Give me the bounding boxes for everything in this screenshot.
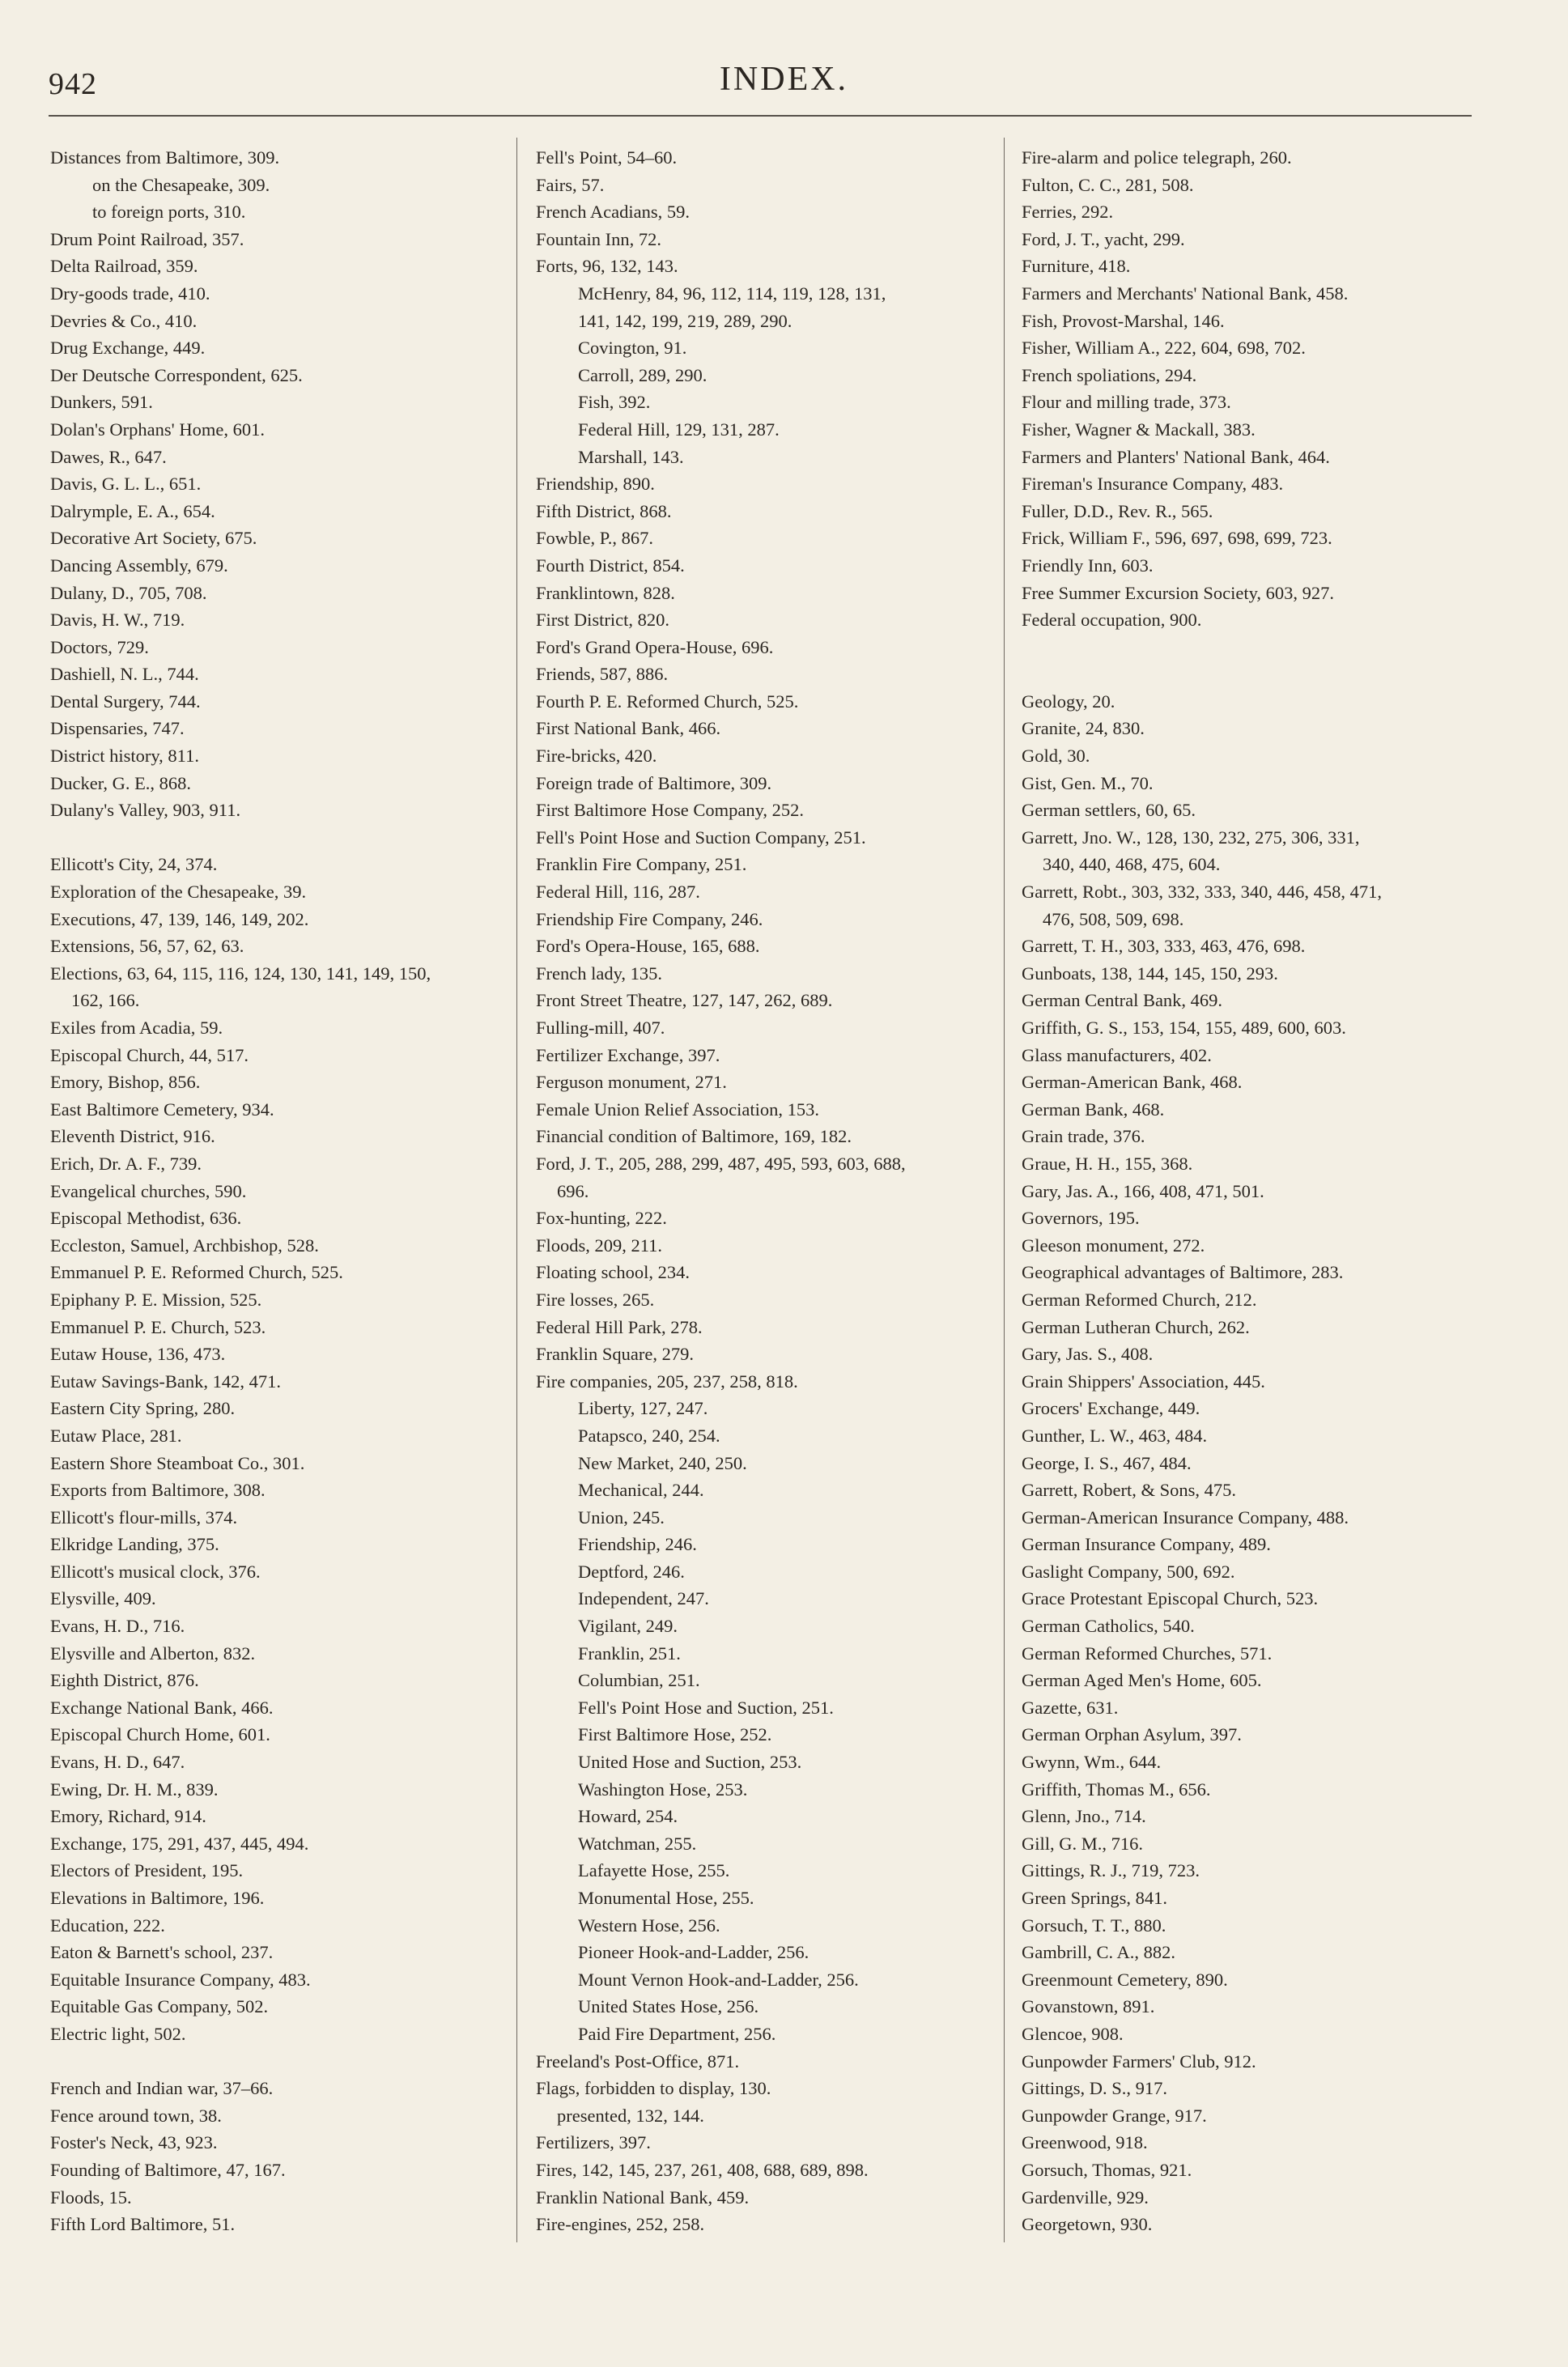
index-entry: Gorsuch, Thomas, 921. [1022,2159,1192,2180]
index-entry: Fertilizers, 397. [536,2132,651,2153]
index-entry: Fowble, P., 867. [536,528,654,549]
index-entry: Elysville and Alberton, 832. [50,1642,256,1664]
index-entry: Emmanuel P. E. Reformed Church, 525. [50,1262,343,1283]
index-entry: Gittings, R. J., 719, 723. [1022,1860,1200,1881]
index-entry: German Central Bank, 469. [1022,990,1223,1011]
index-entry: Fertilizer Exchange, 397. [536,1044,720,1065]
index-entry: Ellicott's flour-mills, 374. [50,1506,238,1528]
index-entry: Eastern Shore Steamboat Co., 301. [50,1452,305,1473]
index-entry: German Reformed Church, 212. [1022,1289,1257,1310]
index-entry: George, I. S., 467, 484. [1022,1452,1192,1473]
index-entry: Episcopal Methodist, 636. [50,1208,242,1229]
index-entry: Fourth P. E. Reformed Church, 525. [536,691,799,712]
index-entry: Garrett, T. H., 303, 333, 463, 476, 698. [1022,936,1306,957]
index-entry: German Insurance Company, 489. [1022,1534,1271,1555]
column-divider [1004,138,1005,2242]
index-entry: East Baltimore Cemetery, 934. [50,1099,274,1120]
index-entry: Eutaw Place, 281. [50,1425,182,1446]
index-entry: Doctors, 729. [50,636,149,657]
index-entry: Ford, J. T., 205, 288, 299, 487, 495, 593, 603, 688, [536,1153,906,1174]
index-entry: Front Street Theatre, 127, 147, 262, 689. [536,990,833,1011]
index-entry: Fuller, D.D., Rev. R., 565. [1022,500,1213,521]
index-entry: Govanstown, 891. [1022,1996,1155,2017]
index-entry: Gleeson monument, 272. [1022,1234,1205,1256]
index-entry: Dry-goods trade, 410. [50,283,210,304]
index-entry: Elkridge Landing, 375. [50,1534,219,1555]
index-subentry: Marshall, 143. [578,446,684,467]
index-entry: Education, 222. [50,1914,165,1936]
index-entry: Der Deutsche Correspondent, 625. [50,364,303,385]
index-subentry: Independent, 247. [578,1588,709,1609]
index-entry: Gambrill, C. A., 882. [1022,1942,1175,1963]
index-entry: Federal occupation, 900. [1022,610,1202,631]
index-entry: 476, 508, 509, 698. [1043,908,1184,929]
index-entry: Ford, J. T., yacht, 299. [1022,228,1185,249]
index-entry: Flour and milling trade, 373. [1022,392,1231,413]
index-entry: Fireman's Insurance Company, 483. [1022,474,1284,495]
index-subentry: Covington, 91. [578,338,687,359]
index-entry: Grocers' Exchange, 449. [1022,1398,1200,1419]
index-entry: Electors of President, 195. [50,1860,244,1881]
index-subentry: Mount Vernon Hook-and-Ladder, 256. [578,1969,859,1990]
index-entry: Gunboats, 138, 144, 145, 150, 293. [1022,963,1278,984]
index-entry: Fell's Point, 54–60. [536,147,678,168]
index-entry: Episcopal Church Home, 601. [50,1724,270,1745]
index-entry: Emmanuel P. E. Church, 523. [50,1316,266,1337]
index-entry: Eastern City Spring, 280. [50,1398,236,1419]
index-entry: Exports from Baltimore, 308. [50,1480,266,1501]
index-entry: Delta Railroad, 359. [50,256,198,277]
index-entry: Flags, forbidden to display, 130. [536,2078,771,2099]
index-entry: Garrett, Jno. W., 128, 130, 232, 275, 306, 331, [1022,827,1360,848]
index-entry: Governors, 195. [1022,1208,1140,1229]
index-entry: Farmers and Merchants' National Bank, 458. [1022,283,1349,304]
index-entry: Freeland's Post-Office, 871. [536,2050,740,2072]
index-subentry: Union, 245. [578,1506,665,1528]
index-entry: Evangelical churches, 590. [50,1180,247,1201]
index-entry: Green Springs, 841. [1022,1888,1167,1908]
index-entry: Fifth Lord Baltimore, 51. [50,2214,236,2235]
index-entry: Exchange, 175, 291, 437, 445, 494. [50,1833,309,1854]
index-subentry: Fell's Point Hose and Suction, 251. [578,1697,834,1718]
index-subentry: Friendship, 246. [578,1534,697,1555]
index-entry: Dawes, R., 647. [50,446,167,467]
index-entry: Decorative Art Society, 675. [50,528,257,549]
index-entry: First National Bank, 466. [536,718,721,739]
index-entry: Griffith, G. S., 153, 154, 155, 489, 600, 603. [1022,1018,1346,1038]
index-entry: Fulling-mill, 407. [536,1018,665,1038]
index-entry: Equitable Insurance Company, 483. [50,1969,311,1990]
index-entry: Ducker, G. E., 868. [50,772,192,793]
index-entry: Geographical advantages of Baltimore, 283. [1022,1262,1344,1283]
index-entry: Glenn, Jno., 714. [1022,1806,1146,1827]
index-entry: Frick, William F., 596, 697, 698, 699, 723. [1022,528,1332,549]
index-column-right [1022,144,1475,2238]
index-entry: German Orphan Asylum, 397. [1022,1724,1242,1745]
index-subentry: United Hose and Suction, 253. [578,1752,802,1773]
index-entry: Fisher, William A., 222, 604, 698, 702. [1022,338,1306,359]
index-entry: Fulton, C. C., 281, 508. [1022,174,1194,195]
index-entry: Devries & Co., 410. [50,310,198,331]
index-entry: Dental Surgery, 744. [50,691,201,712]
index-subentry: Carroll, 289, 290. [578,364,708,385]
index-entry: Gunpowder Grange, 917. [1022,2105,1207,2126]
index-entry: Ford's Opera-House, 165, 688. [536,936,760,957]
index-entry: German Lutheran Church, 262. [1022,1316,1250,1337]
index-subentry: Vigilant, 249. [578,1616,678,1637]
index-entry: Gunther, L. W., 463, 484. [1022,1425,1208,1446]
index-entry: Glencoe, 908. [1022,2023,1124,2044]
index-entry: Fish, Provost-Marshal, 146. [1022,310,1225,331]
index-entry: Emory, Bishop, 856. [50,1072,201,1093]
index-entry: Griffith, Thomas M., 656. [1022,1778,1211,1800]
index-entry: Gunpowder Farmers' Club, 912. [1022,2050,1256,2072]
index-entry: Elections, 63, 64, 115, 116, 124, 130, 141, 149, 150, [50,963,431,984]
index-entry: District history, 811. [50,746,199,767]
index-entry: Forts, 96, 132, 143. [536,256,678,277]
index-entry: Gary, Jas. S., 408. [1022,1344,1154,1365]
index-entry: First Baltimore Hose Company, 252. [536,800,805,821]
index-entry: Grace Protestant Episcopal Church, 523. [1022,1588,1319,1609]
index-entry: Fire companies, 205, 237, 258, 818. [536,1370,798,1392]
index-entry: Graue, H. H., 155, 368. [1022,1153,1193,1174]
index-entry: Floods, 209, 211. [536,1234,663,1256]
index-entry: Eaton & Barnett's school, 237. [50,1942,274,1963]
index-entry: Grain trade, 376. [1022,1126,1145,1147]
index-subentry: Monumental Hose, 255. [578,1888,754,1908]
index-entry: Gardenville, 929. [1022,2186,1149,2208]
index-entry: Fire-bricks, 420. [536,746,657,767]
index-entry: Furniture, 418. [1022,256,1131,277]
index-entry: Dolan's Orphans' Home, 601. [50,419,265,440]
index-entry: Geology, 20. [1022,691,1115,712]
index-entry: French spoliations, 294. [1022,364,1197,385]
index-entry: Electric light, 502. [50,2023,186,2044]
index-entry: Exiles from Acadia, 59. [50,1018,223,1038]
index-entry: Franklintown, 828. [536,582,675,603]
index-entry: Gorsuch, T. T., 880. [1022,1914,1166,1936]
index-entry: Dulany's Valley, 903, 911. [50,800,241,821]
index-subentry: Paid Fire Department, 256. [578,2023,776,2044]
index-entry: Eccleston, Samuel, Archbishop, 528. [50,1234,319,1256]
index-subentry: on the Chesapeake, 309. [92,174,270,195]
index-entry: Equitable Gas Company, 502. [50,1996,269,2017]
index-entry: Dashiell, N. L., 744. [50,664,199,685]
index-subentry: Liberty, 127, 247. [578,1398,708,1419]
index-subentry: Western Hose, 256. [578,1914,720,1936]
index-entry: Farmers and Planters' National Bank, 464. [1022,446,1330,467]
index-column-left [50,144,504,2238]
index-subentry: Federal Hill, 129, 131, 287. [578,419,780,440]
index-entry: German Catholics, 540. [1022,1616,1195,1637]
index-entry: Free Summer Excursion Society, 603, 927. [1022,582,1334,603]
index-entry: Glass manufacturers, 402. [1022,1044,1212,1065]
index-entry: Greenwood, 918. [1022,2132,1148,2153]
index-subentry: Washington Hose, 253. [578,1778,748,1800]
index-entry: Granite, 24, 830. [1022,718,1145,739]
index-entry: Fox-hunting, 222. [536,1208,667,1229]
section-gap [1022,661,1475,688]
index-entry: Fires, 142, 145, 237, 261, 408, 688, 689, 898. [536,2159,869,2180]
index-entry: German settlers, 60, 65. [1022,800,1196,821]
index-entry: Elevations in Baltimore, 196. [50,1888,265,1908]
index-subentry: New Market, 240, 250. [578,1452,747,1473]
index-entry: Executions, 47, 139, 146, 149, 202. [50,908,309,929]
index-subentry: Lafayette Hose, 255. [578,1860,730,1881]
index-entry: Ferries, 292. [1022,202,1114,223]
index-entry: Ferguson monument, 271. [536,1072,727,1093]
index-entry: Friendship, 890. [536,474,655,495]
index-subentry: United States Hose, 256. [578,1996,759,2017]
index-subentry: Patapsco, 240, 254. [578,1425,720,1446]
index-entry: presented, 132, 144. [557,2105,704,2126]
index-entry: Exploration of the Chesapeake, 39. [50,882,307,903]
header-rule [49,115,1472,117]
index-subentry: Franklin, 251. [578,1642,681,1664]
index-entry: Franklin Square, 279. [536,1344,694,1365]
index-entry: Dalrymple, E. A., 654. [50,500,215,521]
index-entry: Gazette, 631. [1022,1697,1119,1718]
page-number: 942 [49,67,97,101]
index-entry: Ellicott's musical clock, 376. [50,1561,261,1582]
index-entry: Exchange National Bank, 466. [50,1697,274,1718]
index-entry: Gwynn, Wm., 644. [1022,1752,1162,1773]
index-subentry: Fish, 392. [578,392,651,413]
index-entry: 141, 142, 199, 219, 289, 290. [578,310,792,331]
index-entry: German Bank, 468. [1022,1099,1165,1120]
index-entry: Dunkers, 591. [50,392,153,413]
index-entry: Financial condition of Baltimore, 169, 182. [536,1126,852,1147]
index-entry: Fifth District, 868. [536,500,672,521]
index-entry: Epiphany P. E. Mission, 525. [50,1289,262,1310]
index-entry: Davis, G. L. L., 651. [50,474,202,495]
index-entry: Dispensaries, 747. [50,718,185,739]
index-entry: Distances from Baltimore, 309. [50,147,280,168]
index-entry: Eutaw Savings-Bank, 142, 471. [50,1370,281,1392]
index-entry: Davis, H. W., 719. [50,610,185,631]
index-subentry: McHenry, 84, 96, 112, 114, 119, 128, 131, [578,283,886,304]
index-entry: Gary, Jas. A., 166, 408, 471, 501. [1022,1180,1264,1201]
index-entry: Gill, G. M., 716. [1022,1833,1144,1854]
index-subentry: First Baltimore Hose, 252. [578,1724,772,1745]
index-subentry: Deptford, 246. [578,1561,685,1582]
index-entry: German Aged Men's Home, 605. [1022,1670,1262,1691]
index-entry: Floods, 15. [50,2186,132,2208]
index-entry: French lady, 135. [536,963,663,984]
section-gap [50,2048,504,2076]
index-column-middle [536,144,989,2238]
index-entry: 340, 440, 468, 475, 604. [1043,854,1221,875]
index-entry: Fairs, 57. [536,174,605,195]
index-entry: Fire losses, 265. [536,1289,655,1310]
index-subentry: Mechanical, 244. [578,1480,704,1501]
index-entry: Friendship Fire Company, 246. [536,908,763,929]
index-entry: French Acadians, 59. [536,202,690,223]
index-entry: Emory, Richard, 914. [50,1806,206,1827]
index-subentry: Watchman, 255. [578,1833,697,1854]
index-entry: Friends, 587, 886. [536,664,669,685]
column-divider [516,138,517,2242]
index-entry: Fourth District, 854. [536,555,685,576]
index-entry: Franklin Fire Company, 251. [536,854,747,875]
index-entry: First District, 820. [536,610,670,631]
index-entry: Drum Point Railroad, 357. [50,228,244,249]
index-entry: Georgetown, 930. [1022,2214,1153,2235]
index-subentry: Columbian, 251. [578,1670,700,1691]
index-entry: Ewing, Dr. H. M., 839. [50,1778,219,1800]
index-subentry: Pioneer Hook-and-Ladder, 256. [578,1942,809,1963]
index-entry: Grain Shippers' Association, 445. [1022,1370,1265,1392]
index-entry: Franklin National Bank, 459. [536,2186,750,2208]
index-entry: Federal Hill, 116, 287. [536,882,700,903]
index-entry: Garrett, Robert, & Sons, 475. [1022,1480,1236,1501]
index-entry: Floating school, 234. [536,1262,690,1283]
index-entry: Foster's Neck, 43, 923. [50,2132,218,2153]
page-title: INDEX. [719,61,849,98]
index-entry: Eleventh District, 916. [50,1126,215,1147]
index-entry: Ellicott's City, 24, 374. [50,854,218,875]
index-entry: German-American Bank, 468. [1022,1072,1243,1093]
index-entry: Fire-alarm and police telegraph, 260. [1022,147,1292,168]
index-entry: Fountain Inn, 72. [536,228,661,249]
index-entry: 696. [557,1180,589,1201]
index-entry: Eighth District, 876. [50,1670,199,1691]
index-entry: Gist, Gen. M., 70. [1022,772,1154,793]
index-entry: Eutaw House, 136, 473. [50,1344,226,1365]
index-entry: Evans, H. D., 647. [50,1752,185,1773]
index-entry: Greenmount Cemetery, 890. [1022,1969,1228,1990]
index-subentry: to foreign ports, 310. [92,202,246,223]
index-entry: Foreign trade of Baltimore, 309. [536,772,772,793]
index-entry: Federal Hill Park, 278. [536,1316,703,1337]
index-entry: Ford's Grand Opera-House, 696. [536,636,774,657]
index-entry: Evans, H. D., 716. [50,1616,185,1637]
section-gap [50,824,504,852]
section-gap [1022,634,1475,661]
index-entry: German Reformed Churches, 571. [1022,1642,1273,1664]
index-entry: Fell's Point Hose and Suction Company, 251. [536,827,866,848]
index-entry: Elysville, 409. [50,1588,156,1609]
index-entry: Gaslight Company, 500, 692. [1022,1561,1235,1582]
index-entry: 162, 166. [71,990,140,1011]
index-entry: Erich, Dr. A. F., 739. [50,1153,202,1174]
index-entry: Gittings, D. S., 917. [1022,2078,1168,2099]
index-entry: French and Indian war, 37–66. [50,2078,274,2099]
index-entry: Fence around town, 38. [50,2105,222,2126]
index-entry: Episcopal Church, 44, 517. [50,1044,249,1065]
index-subentry: Howard, 254. [578,1806,678,1827]
index-entry: Extensions, 56, 57, 62, 63. [50,936,244,957]
index-entry: Founding of Baltimore, 47, 167. [50,2159,286,2180]
index-entry: Female Union Relief Association, 153. [536,1099,819,1120]
index-entry: Fire-engines, 252, 258. [536,2214,705,2235]
index-entry: Garrett, Robt., 303, 332, 333, 340, 446, 458, 471, [1022,882,1382,903]
index-entry: Dulany, D., 705, 708. [50,582,207,603]
index-entry: German-American Insurance Company, 488. [1022,1506,1349,1528]
index-entry: Drug Exchange, 449. [50,338,206,359]
index-entry: Friendly Inn, 603. [1022,555,1154,576]
index-entry: Dancing Assembly, 679. [50,555,228,576]
index-entry: Gold, 30. [1022,746,1090,767]
index-entry: Fisher, Wagner & Mackall, 383. [1022,419,1256,440]
